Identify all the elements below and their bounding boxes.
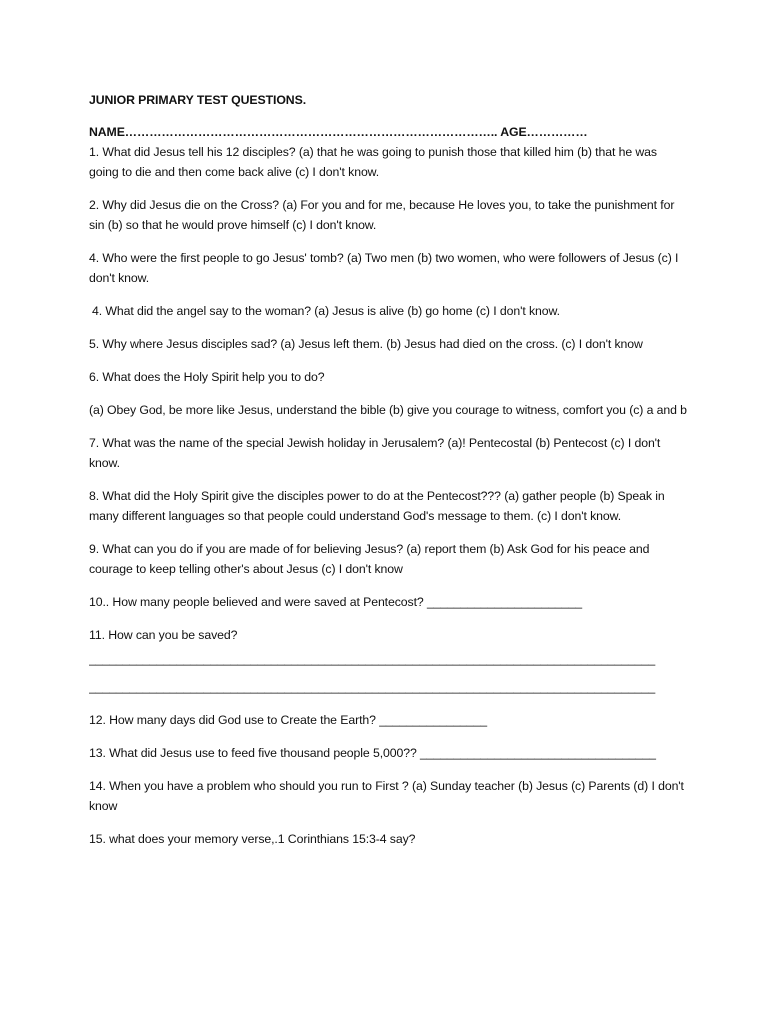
question-1: 1. What did Jesus tell his 12 disciples? (a) that he was going to punish those that killed him (b) that he was going to die and then come back alive (c) I don't know.: [89, 145, 657, 179]
question-7: 7. What was the name of the special Jewish holiday in Jerusalem? (a)! Pentecostal (b) Pentecost (c) I don't know.: [89, 436, 661, 470]
question-8: 8. What did the Holy Spirit give the disciples power to do at the Pentecost??? (a) gather people (b) Speak in many different languages so that people could understand God's message to them. (c) I don't know.: [89, 489, 665, 523]
test-page: [89, 90, 689, 862]
question-10: 10.. How many people believed and were saved at Pentecost? _______________________: [89, 595, 582, 609]
question-6: 6. What does the Holy Spirit help you to do?: [89, 370, 325, 384]
question-2: 2. Why did Jesus die on the Cross? (a) For you and for me, because He loves you, to take the punishment for sin (b) so that he would prove himself (c) I don't know.: [89, 198, 675, 232]
question-12: 12. How many days did God use to Create the Earth? ________________: [89, 713, 488, 727]
test-title: JUNIOR PRIMARY TEST QUESTIONS.: [89, 93, 307, 107]
question-4: 4. What did the angel say to the woman? (a) Jesus is alive (b) go home (c) I don't know.: [92, 304, 560, 318]
answer-line-2: ____________________________________________________________________________________: [89, 680, 656, 694]
question-9: 9. What can you do if you are made of for believing Jesus? (a) report them (b) Ask God for his peace and courage to keep telling other's about Jesus (c) I don't know: [89, 542, 650, 576]
question-14: 14. When you have a problem who should you run to First ? (a) Sunday teacher (b) Jesus (c) Parents (d) I don't know: [89, 779, 684, 813]
question-6-options: (a) Obey God, be more like Jesus, understand the bible (b) give you courage to witness, comfort you (c) a and b: [89, 403, 687, 417]
question-3: 4. Who were the first people to go Jesus' tomb? (a) Two men (b) two women, who were followers of Jesus (c) I don't know.: [89, 251, 679, 285]
name-age-line: NAME……………………………………………………………………………….. AGE……………: [89, 125, 588, 139]
question-11: 11. How can you be saved?: [89, 628, 238, 642]
question-15: 15. what does your memory verse,.1 Corinthians 15:3-4 say?: [89, 832, 416, 846]
answer-line-1: ____________________________________________________________________________________: [89, 652, 656, 666]
question-5: 5. Why where Jesus disciples sad? (a) Jesus left them. (b) Jesus had died on the cross. (c) I don't know: [89, 337, 643, 351]
question-13: 13. What did Jesus use to feed five thousand people 5,000?? ___________________________________: [89, 746, 656, 760]
